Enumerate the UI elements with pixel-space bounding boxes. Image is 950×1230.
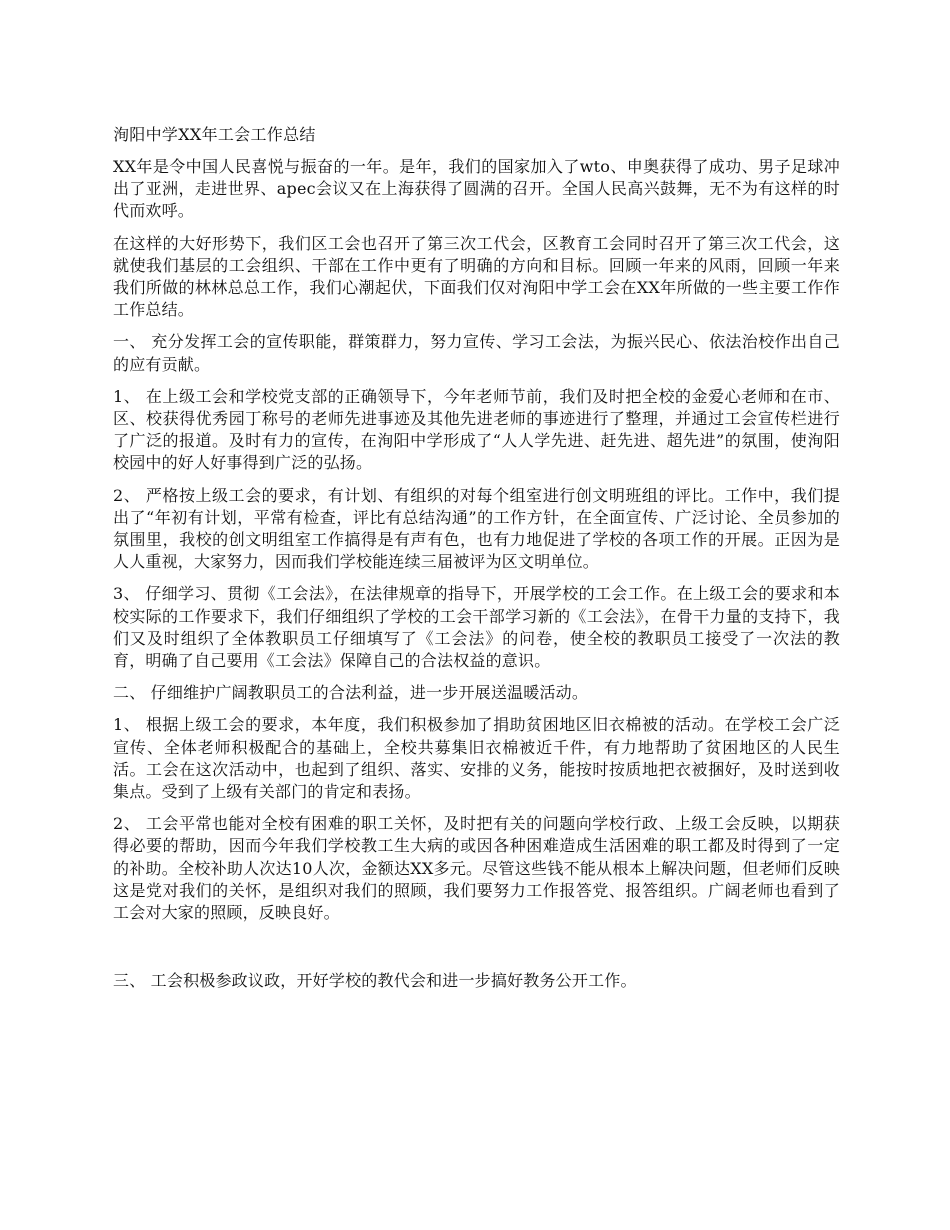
paragraph-1-3: 3、 仔细学习、贯彻《工会法》，在法律规章的指导下，开展学校的工会工作。在上级工会的要求和本校实际的工作要求下，我们仔细组织了学校的工会干部学习新的《工会法》，在骨干力量的支持下，我们又及时组织了全体教职员工仔细填写了《工会法》的问卷，使全校的教职员工接受了一次法的教育，明确了自己要用《工会法》保障自己的合法权益的意识。 <box>113 584 840 671</box>
paragraph-context: 在这样的大好形势下，我们区工会也召开了第三次工代会，区教育工会同时召开了第三次工代会，这就使我们基层的工会组织、干部在工作中更有了明确的方向和目标。回顾一年来的风雨，回顾一年来我们所做的林林总总工作，我们心潮起伏，下面我们仅对洵阳中学工会在XX年所做的一些主要工作作工作总结。 <box>113 233 840 320</box>
section-heading-2: 二、 仔细维护广阔教职员工的合法利益，进一步开展送温暖活动。 <box>113 683 589 703</box>
section-heading-1: 一、 充分发挥工会的宣传职能，群策群力，努力宣传、学习工会法，为振兴民心、依法治校作出自己的应有贡献。 <box>113 332 840 374</box>
document-title: 洵阳中学XX年工会工作总结 <box>113 125 316 144</box>
section-heading-3: 三、 工会积极参政议政，开好学校的教代会和进一步搞好教务公开工作。 <box>113 971 637 991</box>
paragraph-2-1: 1、 根据上级工会的要求，本年度，我们积极参加了捐助贫困地区旧衣棉被的活动。在学校工会广泛宣传、全体老师积极配合的基础上，全校共募集旧衣棉被近千件，有力地帮助了贫困地区的人民生活。工会在这次活动中，也起到了组织、落实、安排的义务，能按时按质地把衣被捆好，及时送到收集点。受到了上级有关部门的肯定和表扬。 <box>113 715 840 802</box>
document-page <box>113 124 840 1003</box>
paragraph-intro: XX年是令中国人民喜悦与振奋的一年。是年，我们的国家加入了wto、申奥获得了成功、男子足球冲出了亚洲，走进世界、apec会议又在上海获得了圆满的召开。全国人民高兴鼓舞，无不为有这样的时代而欢呼。 <box>113 157 840 221</box>
paragraph-2-2: 2、 工会平常也能对全校有困难的职工关怀，及时把有关的问题向学校行政、上级工会反映，以期获得必要的帮助，因而今年我们学校教工生大病的或因各种困难造成生活困难的职工都及时得到了一定的补助。全校补助人次达10人次，金额达XX多元。尽管这些钱不能从根本上解决问题，但老师们反映这是党对我们的关怀，是组织对我们的照顾，我们要努力工作报答党、报答组织。广阔老师也看到了工会对大家的照顾，反映良好。 <box>113 814 840 923</box>
paragraph-1-2: 2、 严格按上级工会的要求，有计划、有组织的对每个组室进行创文明班组的评比。工作中，我们提出了“年初有计划，平常有检查，评比有总结沟通”的工作方针，在全面宣传、广泛讨论、全员参加的氛围里，我校的创文明组室工作搞得是有声有色，也有力地促进了学校的各项工作的开展。正因为是人人重视，大家努力，因而我们学校能连续三届被评为区文明单位。 <box>113 485 840 572</box>
paragraph-1-1: 1、 在上级工会和学校党支部的正确领导下，今年老师节前，我们及时把全校的金爱心老师和在市、区、校获得优秀园丁称号的老师先进事迹及其他先进老师的事迹进行了整理，并通过工会宣传栏进行了广泛的报道。及时有力的宣传，在洵阳中学形成了“人人学先进、赶先进、超先进”的氛围，使洵阳校园中的好人好事得到广泛的弘扬。 <box>113 386 840 473</box>
